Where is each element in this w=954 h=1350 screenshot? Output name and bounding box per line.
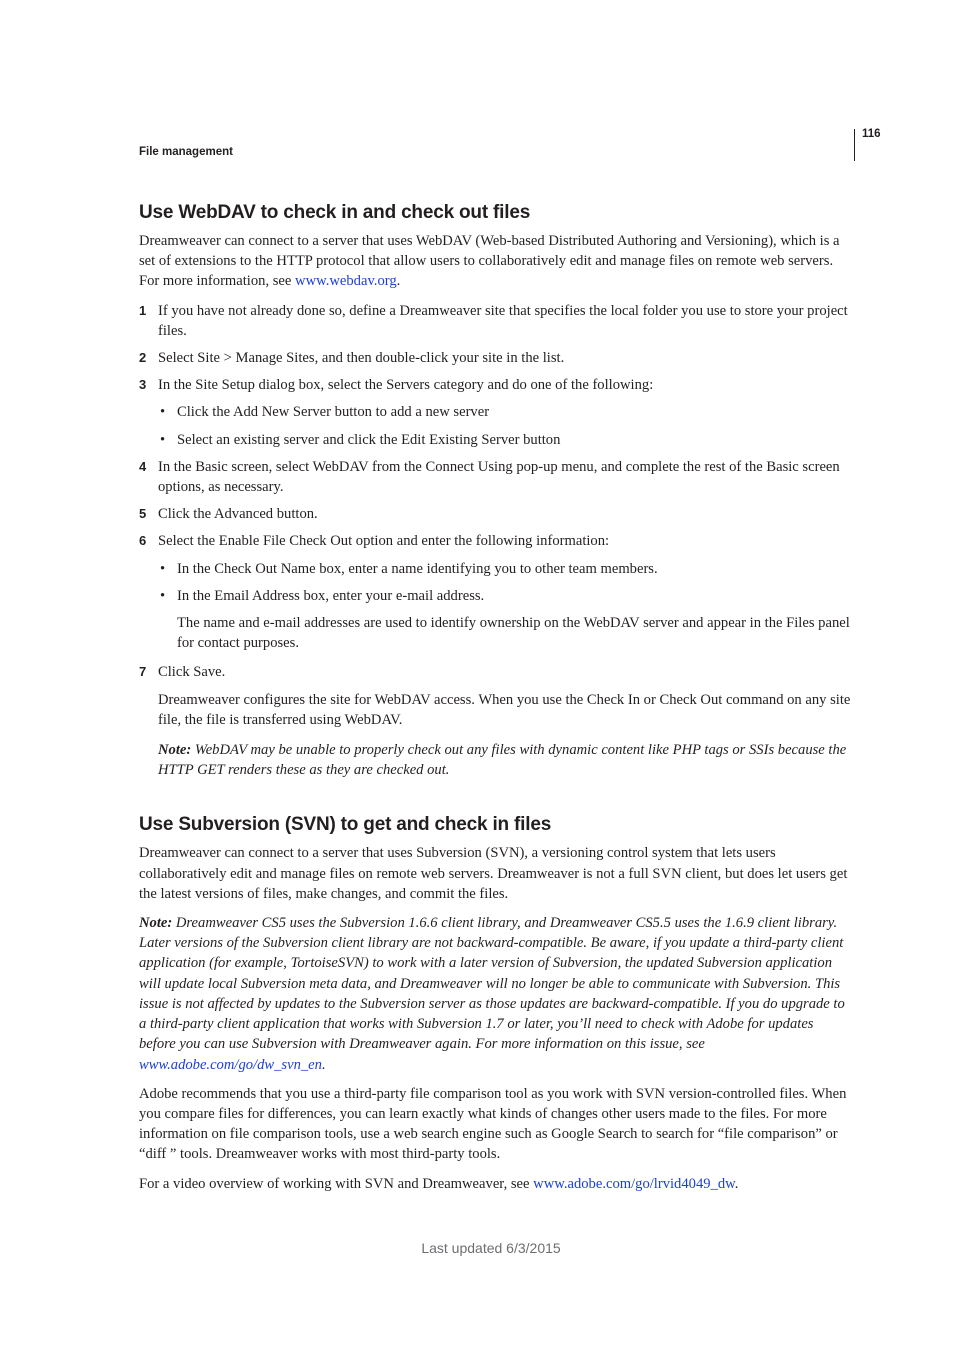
bullet-icon: • — [160, 587, 166, 604]
section-title-webdav: Use WebDAV to check in and check out files — [139, 202, 531, 223]
page-number-rule — [854, 129, 855, 161]
step-1 — [139, 301, 851, 341]
step-text: Click the Advanced button. — [158, 506, 318, 523]
step-6-bullets — [158, 559, 851, 606]
step-text: If you have not already done so, define a Dreamweaver site that specifies the local folder you use to store your project files. — [158, 302, 848, 339]
step-7 — [139, 662, 851, 780]
webdav-steps — [139, 301, 851, 781]
webdav-intro: Dreamweaver can connect to a server that uses WebDAV (Web-based Distributed Authoring and Versioning), which is a set of extensions to the HTTP protocol that allow users to collaboratively edit and manage files on remote web servers. For more information, see www.webdav.org. — [139, 233, 840, 290]
footer — [0, 1240, 954, 1256]
step-number: 2 — [139, 350, 147, 366]
svn-video-paragraph: For a video overview of working with SVN and Dreamweaver, see www.adobe.com/go/lrvid4049_dw. — [139, 1175, 739, 1192]
webdav-note: Note: WebDAV may be unable to properly check out any files with dynamic content like PHP tags or SSIs because the HTTP GET renders these as they are checked out. — [158, 742, 847, 779]
step-6-followup: The name and e-mail addresses are used to identify ownership on the WebDAV server and appear in the Files panel for contact purposes. — [177, 615, 850, 652]
svn-note-link[interactable]: www.adobe.com/go/dw_svn_en — [139, 1056, 322, 1073]
svn-comparison-paragraph: Adobe recommends that you use a third-party file comparison tool as you work with SVN version-controlled files. When you compare files for differences, you can learn exactly what kinds of changes other users made to the files. For more information on file comparison tools, use a web search engine such as Google Search to search for “file comparison” or “diff ” tools. Dreamweaver works with most third-party tools. — [139, 1085, 847, 1163]
step-number: 1 — [139, 302, 147, 318]
bullet-item: • Select an existing server and click the Edit Existing Server button — [158, 430, 851, 450]
step-text: Click Save. — [158, 664, 226, 681]
section-title-svn: Use Subversion (SVN) to get and check in files — [139, 814, 552, 836]
step-number: 7 — [139, 664, 147, 680]
step-text: Select Site > Manage Sites, and then double-click your site in the list. — [158, 350, 565, 367]
bullet-icon: • — [160, 560, 166, 577]
webdav-link[interactable]: www.webdav.org — [295, 273, 397, 290]
step-4 — [139, 457, 851, 497]
svn-intro: Dreamweaver can connect to a server that uses Subversion (SVN), a versioning control system that lets users collaboratively edit and manage files on remote web servers. Dreamweaver is not a full SVN client, but does let users get the latest versions of files, make changes, and commit the files. — [139, 845, 848, 902]
bullet-icon: • — [160, 431, 166, 448]
step-number: 3 — [139, 377, 147, 393]
bullet-icon: • — [160, 404, 166, 421]
step-number: 5 — [139, 506, 147, 522]
step-3-bullets — [158, 402, 851, 449]
bullet-item: • In the Email Address box, enter your e-mail address. — [158, 586, 851, 606]
running-head: File management — [139, 146, 233, 158]
page-number: 116 — [862, 128, 881, 140]
step-text: In the Site Setup dialog box, select the Servers category and do one of the following: — [158, 377, 654, 394]
step-2 — [139, 348, 851, 368]
step-text: Select the Enable File Check Out option and enter the following information: — [158, 533, 610, 550]
last-updated: Last updated 6/3/2015 — [421, 1240, 561, 1256]
step-7-body: Dreamweaver configures the site for WebDAV access. When you use the Check In or Check Out command on any site file, the file is transferred using WebDAV. — [158, 691, 851, 728]
section-svn — [139, 812, 851, 1193]
svn-video-link[interactable]: www.adobe.com/go/lrvid4049_dw — [533, 1175, 735, 1192]
page-content — [139, 200, 851, 1203]
bullet-item: • In the Check Out Name box, enter a name identifying you to other team members. — [158, 559, 851, 579]
step-number: 6 — [139, 533, 147, 549]
bullet-item: • Click the Add New Server button to add a new server — [158, 402, 851, 422]
step-number: 4 — [139, 458, 147, 474]
step-3 — [139, 375, 851, 450]
step-text: In the Basic screen, select WebDAV from the Connect Using pop-up menu, and complete the rest of the Basic screen options, as necessary. — [158, 458, 840, 496]
step-5 — [139, 504, 851, 524]
section-webdav — [139, 200, 851, 780]
svn-note: Note: Dreamweaver CS5 uses the Subversion 1.6.6 client library, and Dreamweaver CS5.5 uses the 1.6.9 client library. Later versions of the Subversion client library are not backward-compatible. Be aware, if you update a third-party client application (for example, TortoiseSVN) to work with a later version of Subversion, the updated Subversion application will update local Subversion meta data, and Dreamweaver will no longer be able to communicate with Subversion. This issue is not affected by updates to the Subversion server as those updates are backward-compatible. If you do upgrade to a third-party client application that works with Subversion 1.7 or later, you’ll need to check with Adobe for updates before you can use Subversion with Dreamweaver again. For more information on this issue, see www.adobe.com/go/dw_svn_en. — [139, 915, 845, 1073]
step-6 — [139, 531, 851, 653]
